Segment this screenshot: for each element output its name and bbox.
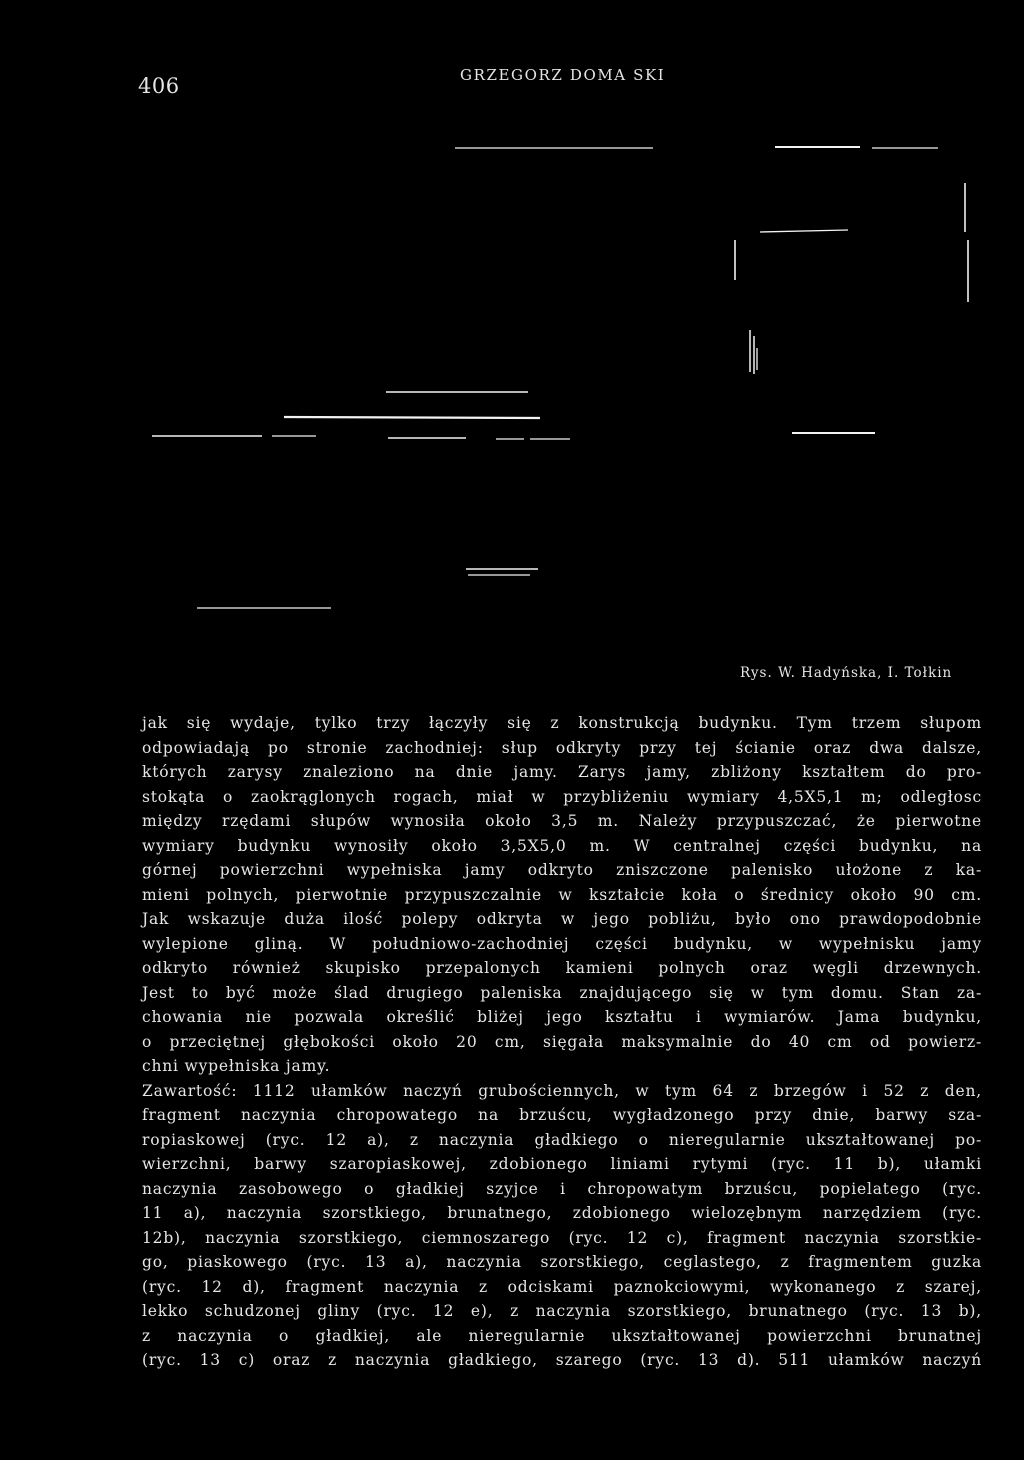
text-line: górnej powierzchni wypełniska jamy odkryto zniszczone palenisko ułożone z ka- bbox=[142, 861, 982, 879]
page-number: 406 bbox=[138, 74, 180, 98]
text-line: wierzchni, barwy szaropiaskowej, zdobionego liniami rytymi (ryc. 11 b), ułamki bbox=[142, 1155, 982, 1173]
text-line: odkryto również skupisko przepalonych kamieni polnych oraz węgli drzewnych. bbox=[142, 959, 982, 977]
text-line: Jest to być może ślad drugiego paleniska znajdującego się w tym domu. Stan za- bbox=[142, 983, 982, 1002]
text-line: ropiaskowej (ryc. 12 a), z naczynia gładkiego o nieregularnie ukształtowanej po- bbox=[142, 1130, 982, 1149]
text-line: chowania nie pozwala określić bliżej jego kształtu i wymiarów. Jama budynku, bbox=[142, 1008, 982, 1026]
plan-line bbox=[284, 417, 540, 418]
text-line: odpowiadają po stronie zachodniej: słup odkryty przy tej ścianie oraz dwa dalsze, bbox=[142, 738, 982, 757]
text-line: (ryc. 12 d), fragment naczynia z odciskami paznokciowymi, wykonanego z szarej, bbox=[142, 1277, 982, 1296]
text-line: o przeciętnej głębokości około 20 cm, sięgała maksymalnie do 40 cm od powierz- bbox=[142, 1032, 982, 1051]
text-line: go, piaskowego (ryc. 13 a), naczynia szorstkiego, ceglastego, z fragmentem guzka bbox=[142, 1253, 982, 1271]
figure-caption: Rys. W. Hadyńska, I. Tołkin bbox=[740, 665, 953, 681]
text-line: fragment naczynia chropowatego na brzuścu, wygładzonego przy dnie, barwy sza- bbox=[142, 1106, 982, 1124]
figure-plan bbox=[0, 0, 1024, 700]
text-line: stokąta o zaokrąglonych rogach, miał w przybliżeniu wymiary 4,5X5,1 m; odległosc bbox=[142, 787, 982, 806]
text-line: (ryc. 13 c) oraz z naczynia gładkiego, szarego (ryc. 13 d). 511 ułamków naczyń bbox=[142, 1351, 982, 1369]
text-line: Zawartość: 1112 ułamków naczyń grubościennych, w tym 64 z brzegów i 52 z den, bbox=[142, 1081, 982, 1100]
text-line: lekko schudzonej gliny (ryc. 12 e), z naczynia szorstkiego, brunatnego (ryc. 13 b), bbox=[142, 1302, 982, 1320]
body-text bbox=[142, 711, 982, 1373]
text-line: między rzędami słupów wynosiła około 3,5 m. Należy przypuszczać, że pierwotne bbox=[142, 812, 982, 830]
text-line: Jak wskazuje duża ilość polepy odkryta w jego pobliżu, było ono prawdopodobnie bbox=[142, 910, 982, 928]
running-head: GRZEGORZ DOMA SKI bbox=[460, 66, 666, 84]
plan-line bbox=[760, 230, 848, 232]
text-line: mieni polnych, pierwotnie przypuszczalnie w kształcie koła o średnicy około 90 cm. bbox=[142, 885, 982, 904]
text-line: jak się wydaje, tylko trzy łączyły się z konstrukcją budynku. Tym trzem słupom bbox=[142, 714, 982, 732]
text-line: których zarysy znaleziono na dnie jamy. Zarys jamy, zbliżony kształtem do pro- bbox=[142, 763, 982, 781]
text-line: chni wypełniska jamy. bbox=[142, 1057, 331, 1075]
text-line: 12b), naczynia szorstkiego, ciemnoszarego (ryc. 12 c), fragment naczynia szorstkie- bbox=[142, 1228, 982, 1247]
text-line: wymiary budynku wynosiły około 3,5X5,0 m. W centralnej części budynku, na bbox=[142, 836, 982, 855]
text-line: naczynia zasobowego o gładkiej szyjce i chropowatym brzuścu, popielatego (ryc. bbox=[142, 1179, 982, 1198]
text-line: 11 a), naczynia szorstkiego, brunatnego, zdobionego wielozębnym narzędziem (ryc. bbox=[142, 1204, 982, 1222]
text-line: z naczynia o gładkiej, ale nieregularnie ukształtowanej powierzchni brunatnej bbox=[142, 1326, 982, 1345]
text-line: wylepione gliną. W południowo-zachodniej części budynku, w wypełnisku jamy bbox=[142, 934, 982, 953]
